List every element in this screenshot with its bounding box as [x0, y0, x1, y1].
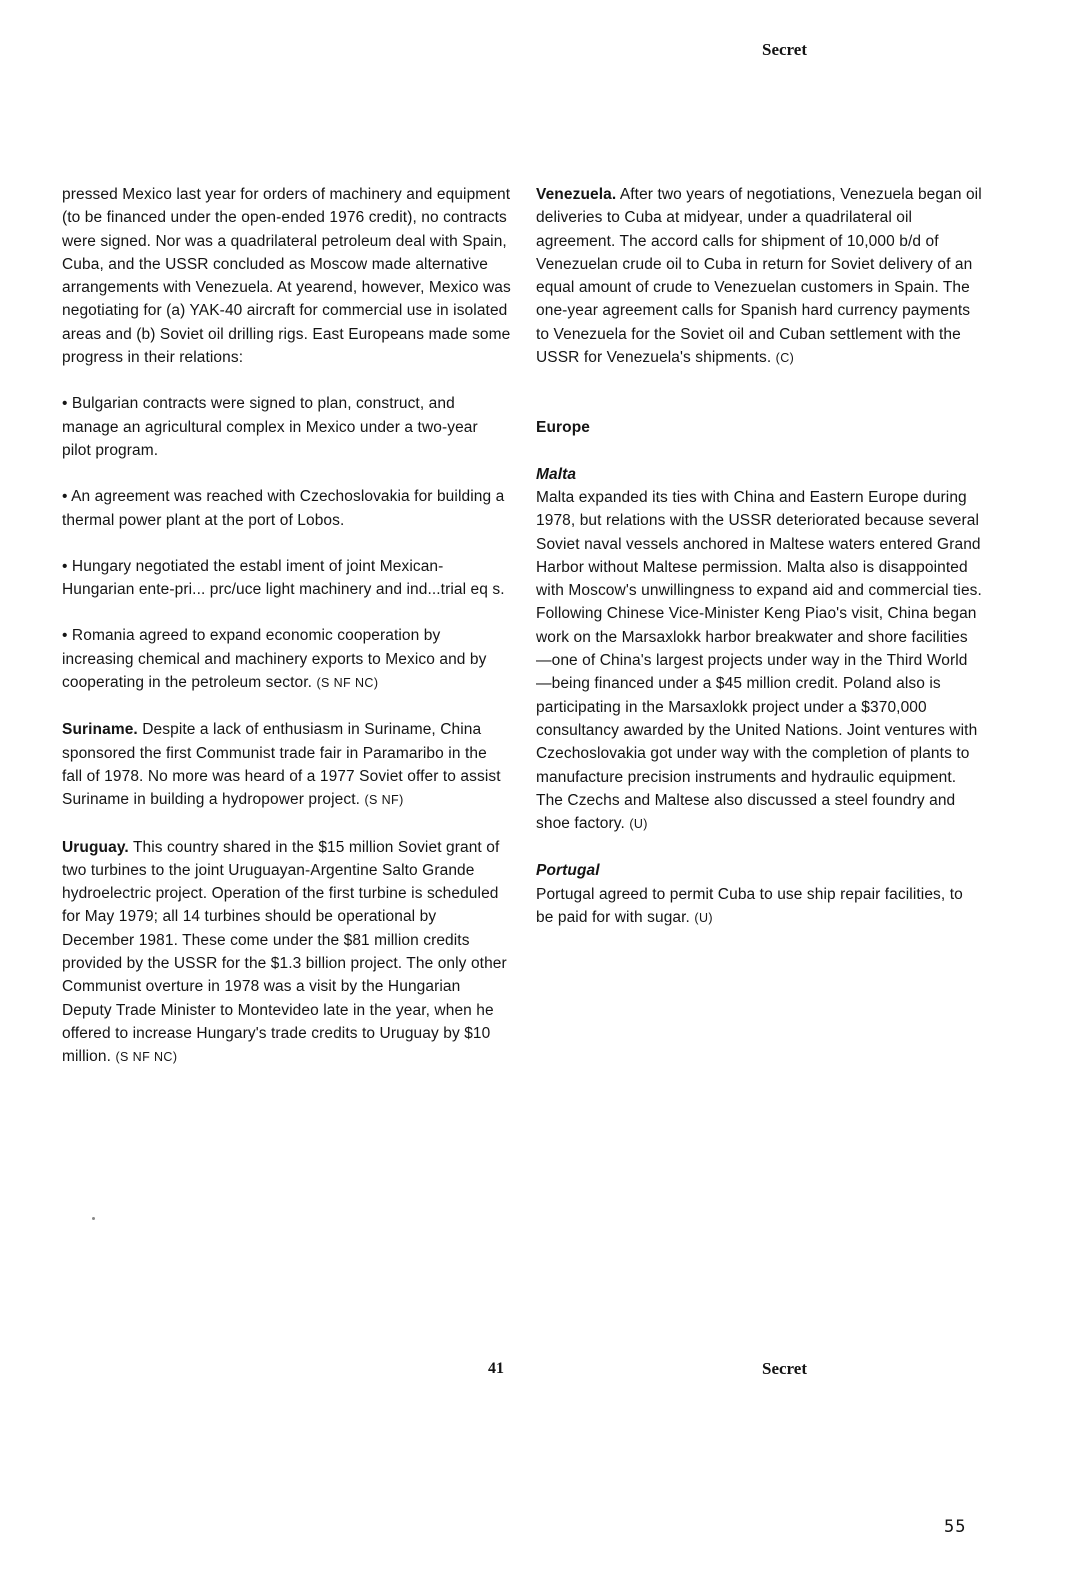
- bullet-text: • Bulgarian contracts were signed to plan, construct, and manage an agricultural complex in Mexico under a two-year pilot program.: [62, 395, 478, 459]
- paragraph-text: Portugal agreed to permit Cuba to use ship repair facilities, to be paid for with sugar.: [536, 885, 963, 927]
- country-lead: Suriname.: [62, 721, 138, 739]
- paragraph-venezuela: [536, 183, 982, 370]
- paragraph-malta: [536, 486, 982, 836]
- country-lead: Venezuela.: [536, 186, 617, 203]
- paragraph-mexico-continued: pressed Mexico last year for orders of machinery and equipment (to be financed under the open-ended 1976 credit), no contracts were signed. Nor was a quadrilateral petroleum deal with Spain, Cuba, and the USSR concluded as Moscow made alternative arrangements with Venezuela. At yearend, however, Mexico was negotiating for (a) YAK-40 aircraft for commercial use in isolated areas and (b) Soviet oil drilling rigs. East Europeans made some progress in their relations:: [62, 186, 511, 367]
- bullet-hungary: [62, 555, 511, 602]
- bullet-text: • Romania agreed to expand economic cooperation by increasing chemical and machinery exports to Mexico and by cooperating in the petroleum sector.: [62, 627, 487, 692]
- scan-speck: [92, 1217, 95, 1220]
- left-column: [62, 183, 511, 1070]
- bullet-text: • An agreement was reached with Czechoslovakia for building a thermal power plant at the port of Lobos.: [62, 488, 505, 529]
- paragraph-text: Malta expanded its ties with China and Eastern Europe during 1978, but relations with the USSR deteriorated because several Soviet naval vessels anchored in Maltese waters entered Grand Harbor without Maltese permission. Malta also is disappointed with Moscow's unwillingness to expand aid and commercial ties. Following Chinese Vice-Minister Keng Piao's visit, China began work on the Marsaxlokk harbor breakwater and shore facilities—one of China's largest projects under way in the Third World—being financed under a $45 million credit. Poland also is participating in the Marsaxlokk project under a $370,000 consultancy awarded by the United Nations. Joint ventures with Czechoslovakia got under way with the completion of plants to manufacture precision instruments and hydraulic equipment. The Czechs and Maltese also discussed a steel foundry and shoe factory.: [536, 488, 982, 833]
- classification-marking: (S NF NC): [316, 676, 379, 691]
- right-column: [536, 183, 982, 930]
- footer-classification: Secret: [762, 1359, 807, 1378]
- classification-marking: (C): [775, 351, 795, 366]
- section-heading-europe: Europe: [536, 419, 590, 437]
- country-lead: Uruguay.: [62, 838, 129, 856]
- scan-page-number: 55: [944, 1517, 967, 1537]
- paragraph-text: After two years of negotiations, Venezuela began oil deliveries to Cuba at midyear, under a quadrilateral oil agreement. The accord calls for shipment of 10,000 b/d of Venezuelan crude oil to Cuba in return for Soviet delivery of an equal amount of crude to Venezuelan customers in Spain. The one-year agreement calls for Spanish hard currency payments to Venezuela for the Soviet oil and Cuban settlement with the USSR for Venezuela's shipments.: [536, 186, 982, 367]
- paragraph-text: Despite a lack of enthusiasm in Suriname, China sponsored the first Communist trade fair in Paramaribo in the fall of 1978. No more was heard of a 1977 Soviet offer to assist Suriname in building a hydropower project.: [62, 721, 501, 809]
- paragraph-portugal: [536, 883, 982, 931]
- paragraph-text: This country shared in the $15 million Soviet grant of two turbines to the joint Uruguayan-Argentine Salto Grande hydroelectric project. Operation of the first turbine is scheduled for May 1979; all 14 turbines should be operational by December 1981. These come under the $81 million credits provided by the USSR for the $1.3 billion project. The only other Communist overture in 1978 was a visit by the Hungarian Deputy Trade Minister to Montevideo late in the year, when he offered to increase Hungary's trade credits to Uruguay by $10 million.: [62, 838, 507, 1066]
- paragraph-uruguay: [62, 836, 511, 1070]
- bullet-romania: [62, 624, 511, 695]
- classification-marking: (S NF NC): [115, 1050, 178, 1065]
- subheading-portugal: Portugal: [536, 862, 600, 880]
- paragraph-suriname: [62, 718, 511, 812]
- classification-marking: (U): [629, 817, 648, 832]
- page-number: 41: [488, 1360, 504, 1377]
- bullet-czechoslovakia: [62, 485, 511, 532]
- bullet-text: • Hungary negotiated the establ iment of joint Mexican-Hungarian ente-pri... prc/uce light machinery and ind...trial eq s.: [62, 557, 505, 599]
- classification-marking: (U): [694, 911, 713, 926]
- classification-marking: (S NF): [364, 793, 404, 808]
- header-classification: Secret: [762, 40, 807, 59]
- subheading-malta: Malta: [536, 465, 577, 483]
- bullet-bulgaria: [62, 392, 511, 462]
